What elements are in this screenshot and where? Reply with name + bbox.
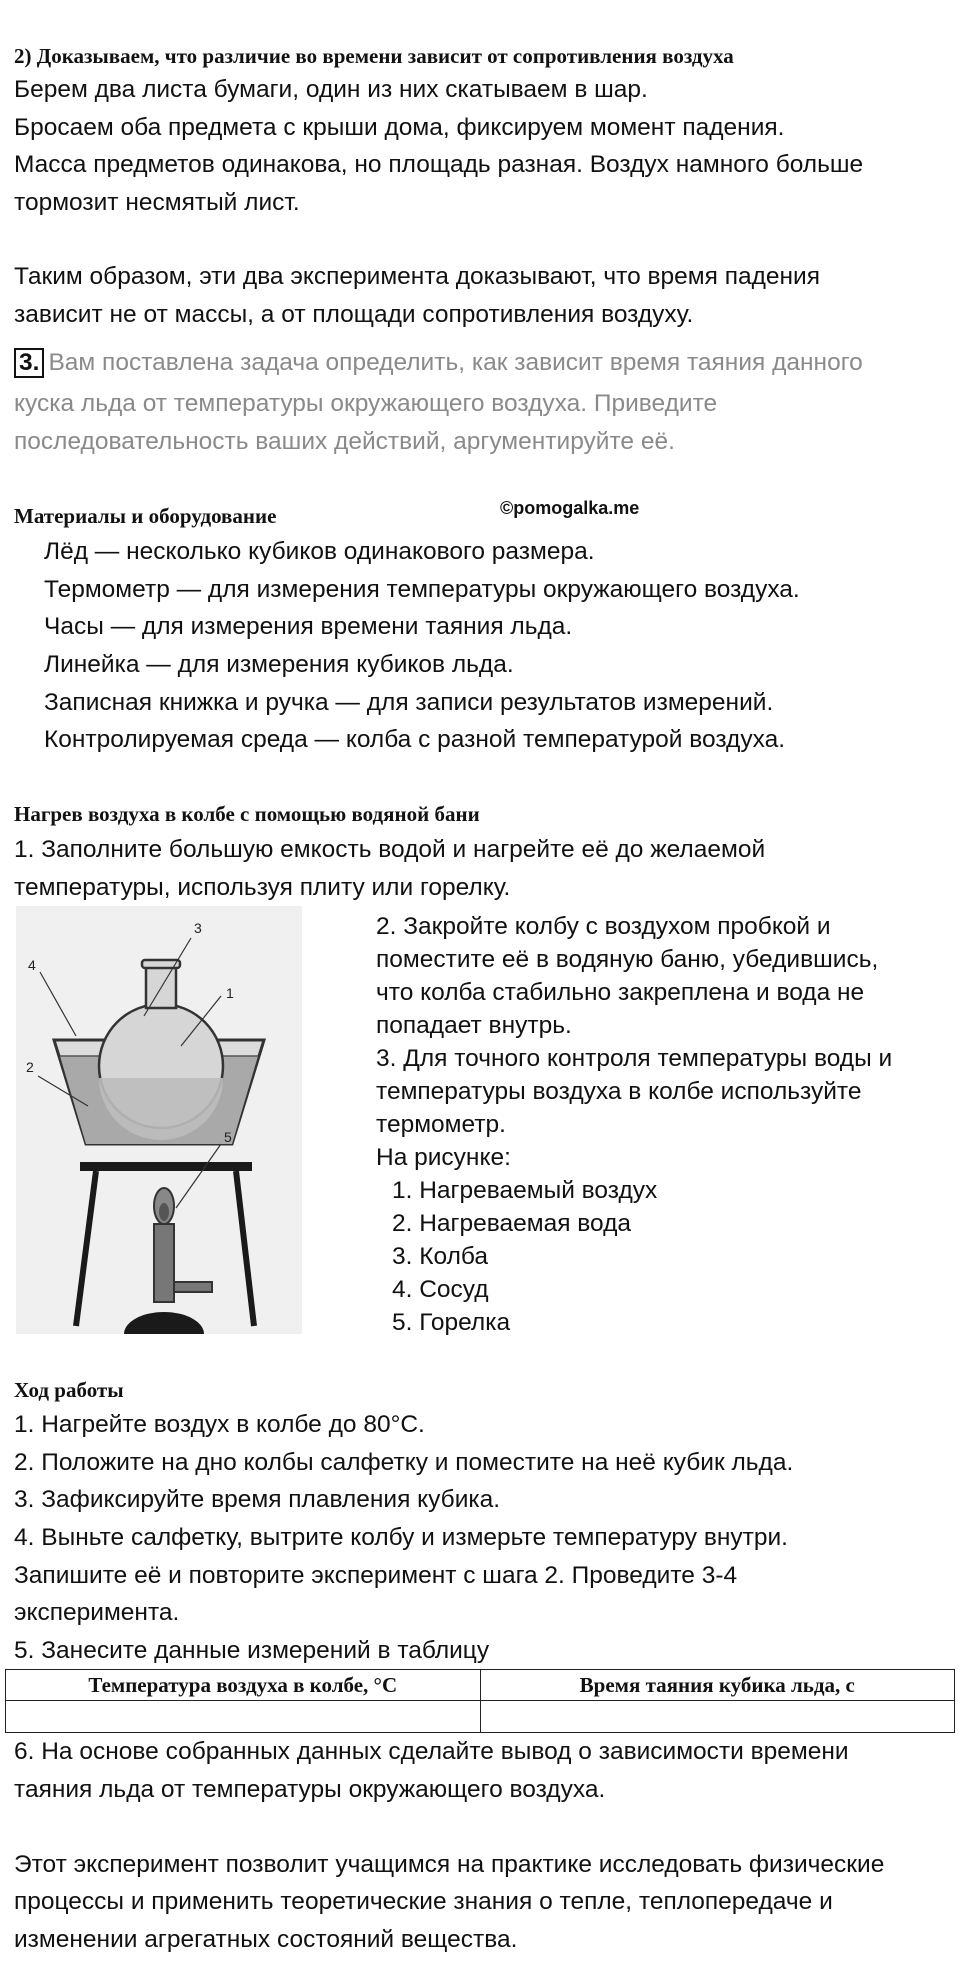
procedure-line: 1. Нагрейте воздух в колбе до 80°С. — [14, 1411, 425, 1438]
figure-description — [376, 910, 892, 1339]
watermark: ©pomogalka.me — [500, 498, 640, 518]
legend-item: 4. Сосуд — [392, 1276, 489, 1303]
heating-title: Нагрев воздуха в колбе с помощью водяной бани — [14, 802, 480, 826]
final-line: процессы и применить теоретические знания о тепле, теплопередаче и — [14, 1888, 833, 1915]
material-item: Линейка — для измерения кубиков льда. — [44, 651, 514, 678]
heating-step: температуры, используя плиту или горелку. — [14, 874, 511, 901]
figure-label-5: 5 — [224, 1129, 232, 1145]
procedure-title: Ход работы — [14, 1378, 124, 1402]
materials-title: Материалы и оборудование — [14, 504, 277, 528]
heating-step-line: 2. Закройте колбу с воздухом пробкой и — [376, 913, 831, 940]
material-item: Часы — для измерения времени таяния льда. — [44, 613, 573, 640]
heating-step-line: 3. Для точного контроля температуры воды и — [376, 1045, 893, 1072]
water-bath-figure — [16, 906, 302, 1334]
table-row — [6, 1701, 955, 1733]
figure-label-3: 3 — [194, 920, 202, 936]
conclusion-line: зависит не от массы, а от площади сопротивления воздуху. — [14, 301, 694, 328]
legend-item: 5. Горелка — [392, 1309, 511, 1336]
procedure-line: 4. Выньте салфетку, вытрите колбу и измерьте температуру внутри. — [14, 1524, 788, 1551]
legend-item: 3. Колба — [392, 1243, 488, 1270]
legend-heading: На рисунке: — [376, 1144, 511, 1171]
section2-line: тормозит несмятый лист. — [14, 189, 300, 216]
water-bath-illustration — [16, 906, 302, 1334]
table-cell — [480, 1701, 955, 1733]
task3-line — [14, 348, 863, 378]
results-table — [5, 1669, 955, 1733]
final-line: изменении агрегатных состояний вещества. — [14, 1926, 518, 1953]
conclusion-line: Таким образом, эти два эксперимента доказывают, что время падения — [14, 263, 821, 290]
procedure-line: 6. На основе собранных данных сделайте вывод о зависимости времени — [14, 1738, 849, 1765]
section2-line: Берем два листа бумаги, один из них скатываем в шар. — [14, 76, 648, 103]
heating-step: 1. Заполните большую емкость водой и нагрейте её до желаемой — [14, 836, 766, 863]
task3-line: куска льда от температуры окружающего воздуха. Приведите — [14, 390, 718, 417]
figure-label-4: 4 — [28, 957, 36, 973]
legend-item: 1. Нагреваемый воздух — [392, 1177, 658, 1204]
table-header-temperature: Температура воздуха в колбе, °С — [6, 1670, 481, 1701]
procedure-line: таяния льда от температуры окружающего воздуха. — [14, 1776, 606, 1803]
task-number-badge: 3. — [14, 348, 44, 378]
material-item: Контролируемая среда — колба с разной температурой воздуха. — [44, 726, 786, 753]
heating-step-line: что колба стабильно закреплена и вода не — [376, 979, 865, 1006]
section2-title: 2) Доказываем, что различие во времени зависит от сопротивления воздуха — [14, 44, 734, 68]
table-header-time: Время таяния кубика льда, с — [480, 1670, 955, 1701]
heating-step-line: попадает внутрь. — [376, 1012, 572, 1039]
procedure-line: 5. Занесите данные измерений в таблицу — [14, 1637, 490, 1664]
figure-label-1: 1 — [226, 985, 234, 1001]
procedure-line: Запишите её и повторите эксперимент с шага 2. Проведите 3-4 — [14, 1562, 738, 1589]
heating-step-line: температуры воздуха в колбе используйте — [376, 1078, 862, 1105]
section2-line: Масса предметов одинакова, но площадь разная. Воздух намного больше — [14, 151, 864, 178]
material-item: Термометр — для измерения температуры окружающего воздуха. — [44, 576, 800, 603]
final-line: Этот эксперимент позволит учащимся на практике исследовать физические — [14, 1851, 885, 1878]
figure-label-2: 2 — [26, 1059, 34, 1075]
procedure-line: эксперимента. — [14, 1599, 180, 1626]
table-cell — [6, 1701, 481, 1733]
section2-line: Бросаем оба предмета с крыши дома, фиксируем момент падения. — [14, 114, 785, 141]
material-item: Лёд — несколько кубиков одинакового размера. — [44, 538, 595, 565]
task3-text: Вам поставлена задача определить, как зависит время таяния данного — [48, 349, 863, 376]
procedure-line: 3. Зафиксируйте время плавления кубика. — [14, 1486, 501, 1513]
material-item: Записная книжка и ручка — для записи результатов измерений. — [44, 689, 774, 716]
heating-step-line: поместите её в водяную баню, убедившись, — [376, 946, 879, 973]
legend-item: 2. Нагреваемая вода — [392, 1210, 632, 1237]
task3-line: последовательность ваших действий, аргументируйте её. — [14, 428, 675, 455]
heating-step-line: термометр. — [376, 1111, 506, 1138]
table-header-row — [6, 1670, 955, 1701]
procedure-line: 2. Положите на дно колбы салфетку и поместите на неё кубик льда. — [14, 1449, 794, 1476]
